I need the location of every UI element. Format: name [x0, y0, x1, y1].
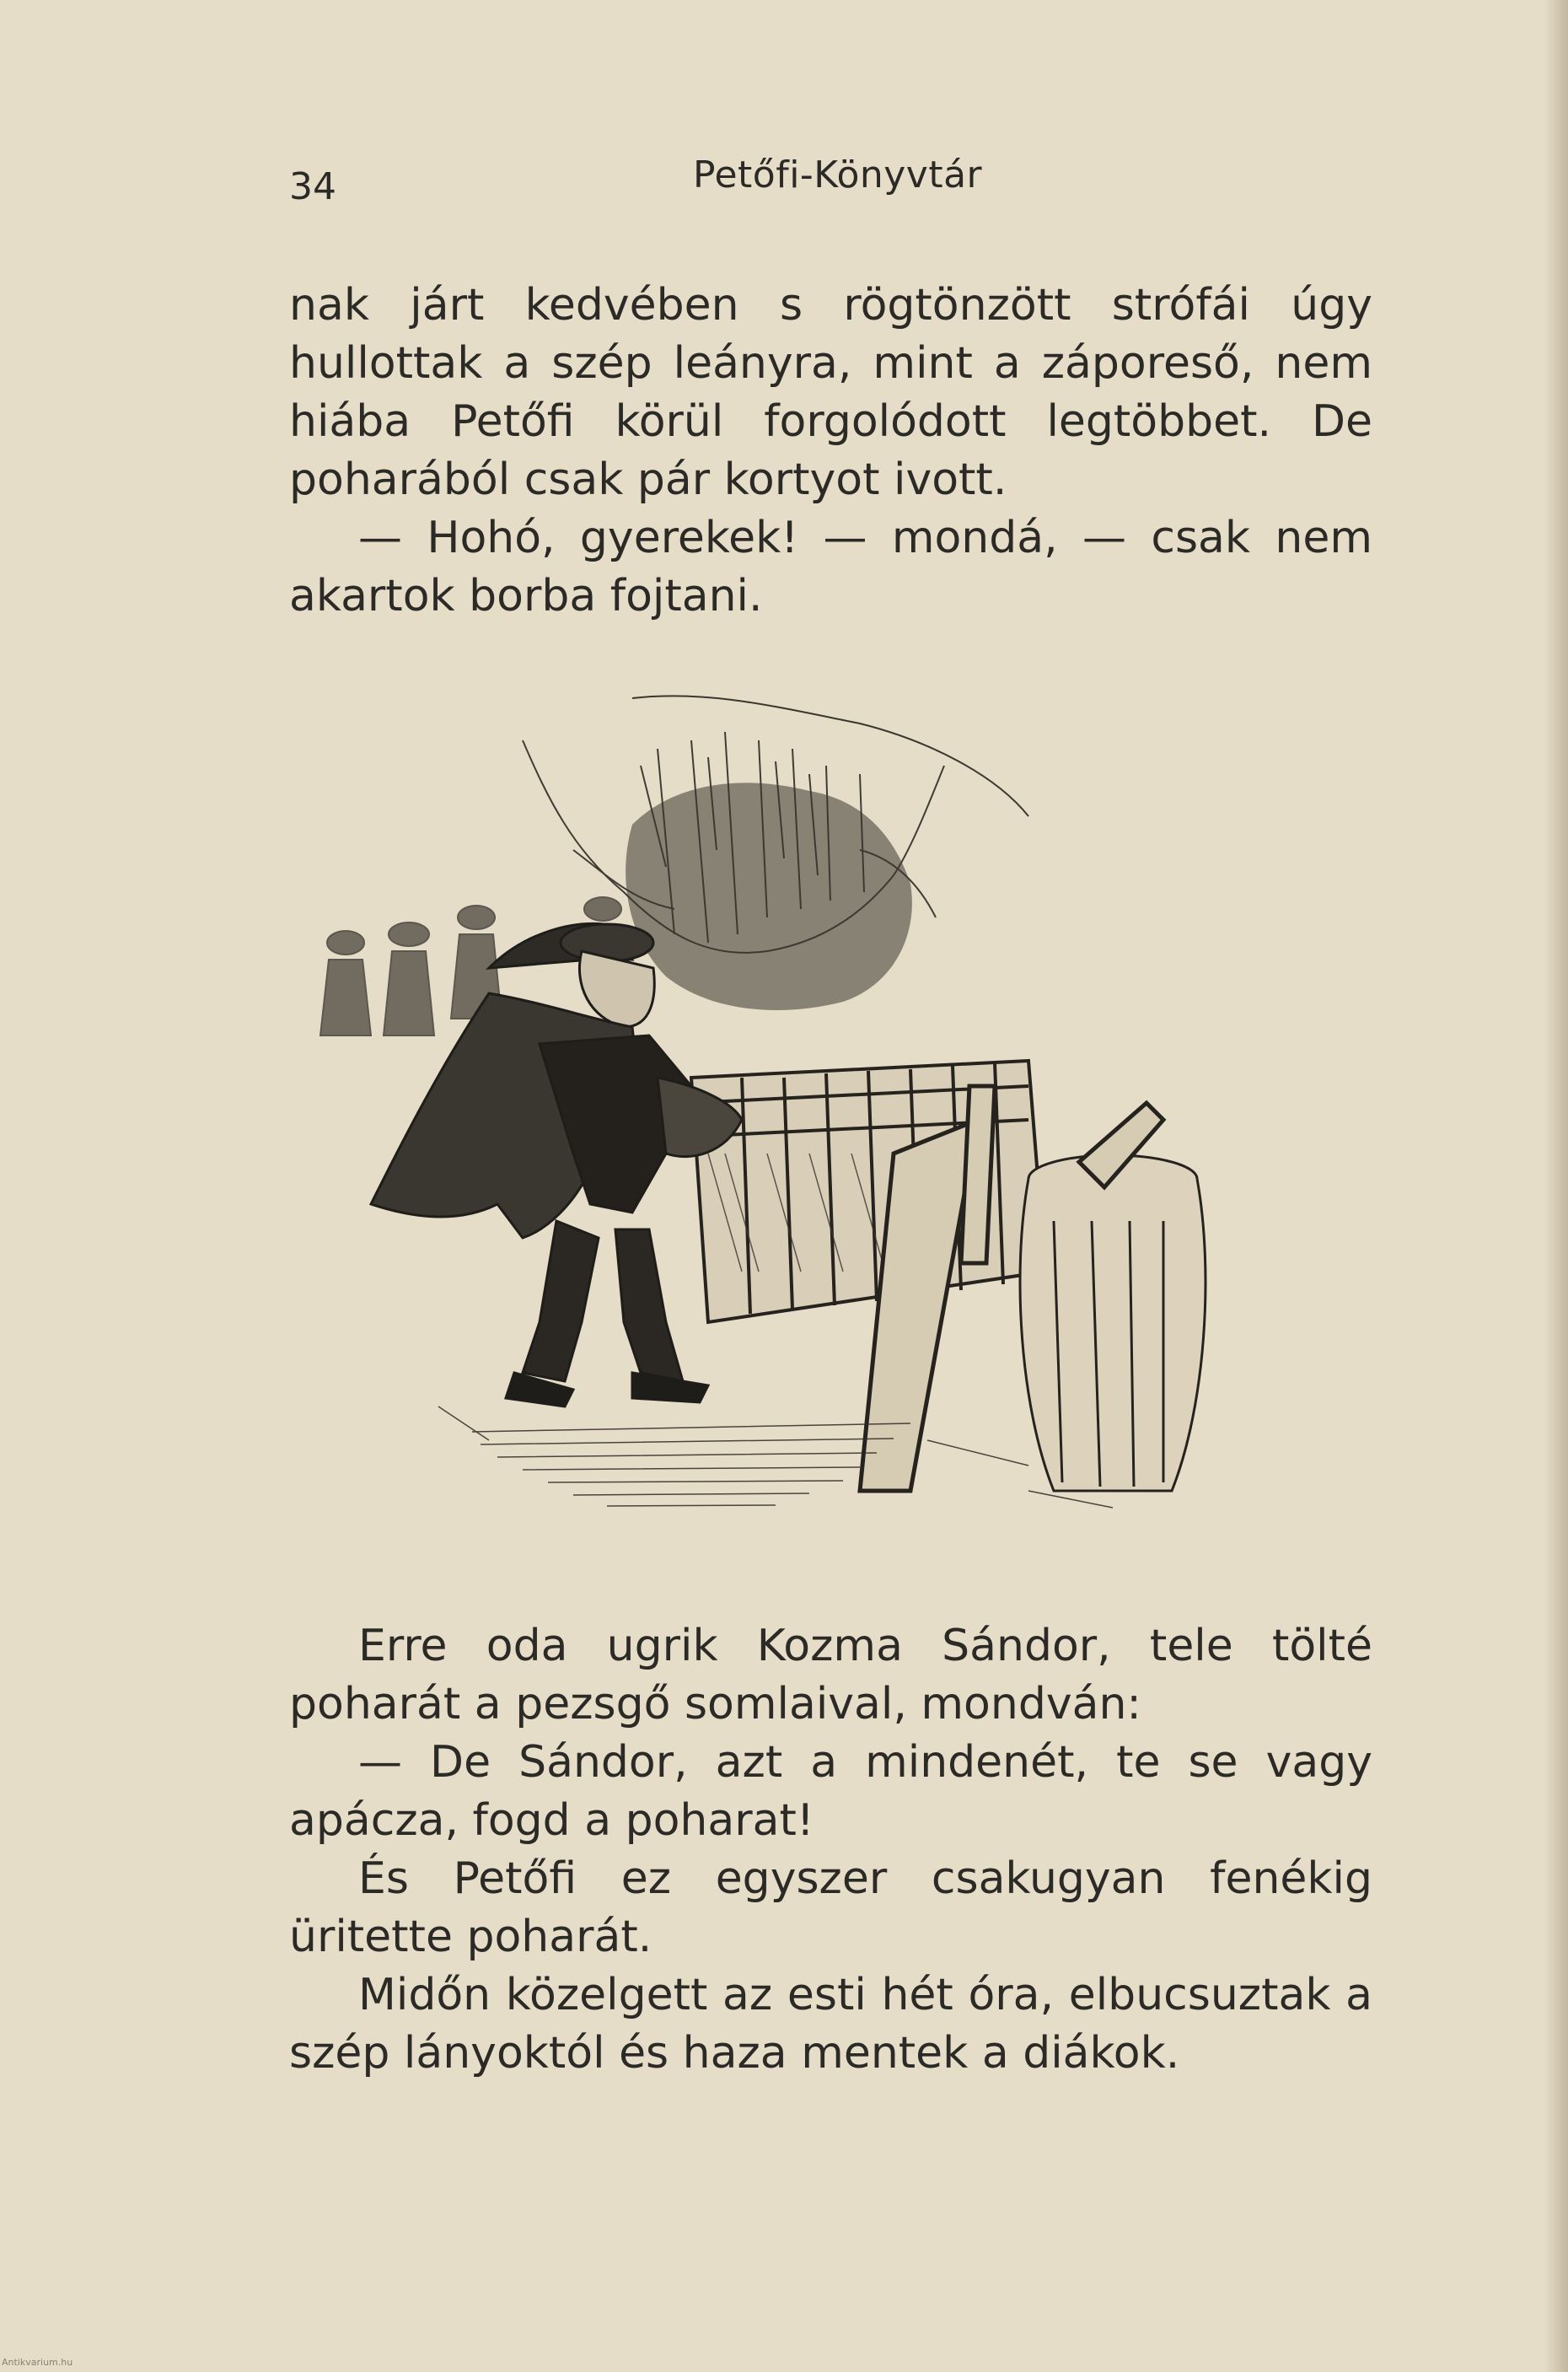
watermark: Antikvarium.hu — [2, 2357, 73, 2368]
running-head — [0, 153, 1568, 212]
text-block-top — [289, 277, 1372, 626]
running-title: Petőfi-Könyvtár — [693, 153, 983, 196]
tree-mass — [626, 783, 912, 1010]
paragraph: Midőn közelgett az esti hét óra, elbucsuztak a szép lányoktól és haza mentek a diákok. — [289, 1970, 1372, 2079]
page-number: 34 — [289, 165, 336, 208]
barrel — [1020, 1155, 1206, 1491]
paragraph: És Petőfi ez egyszer csakugyan fenékig üritette poharát. — [289, 1853, 1372, 1962]
text-block-bottom — [289, 1617, 1372, 2083]
paragraph: Erre oda ugrik Kozma Sándor, tele tölté poharát a pezsgő somlaival, mondván: — [289, 1621, 1372, 1729]
paragraph: — Hohó, gyerekek! — mondá, — csak nem akartok borba fojtani. — [289, 513, 1372, 621]
paragraph: nak járt kedvében s rögtönzött strófái úgy hullottak a szép leányra, mint a záporeső, nem hiába Petőfi körül forgolódott legtöbbet. De poharából csak pár kortyot ivott. — [289, 280, 1372, 505]
ground-hatching — [438, 1407, 1113, 1508]
paragraph: — De Sándor, azt a mindenét, te se vagy apácza, fogd a poharat! — [289, 1737, 1372, 1846]
engraving-illustration — [270, 681, 1214, 1563]
page-edge-shadow — [1544, 0, 1568, 2372]
